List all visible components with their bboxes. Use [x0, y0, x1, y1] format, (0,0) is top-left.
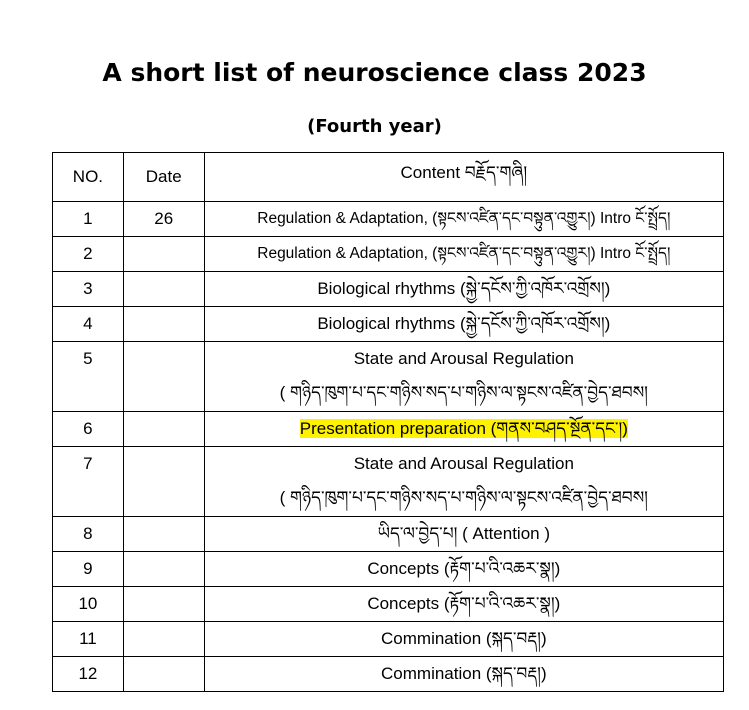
- row-content: [204, 342, 723, 412]
- row-date: [123, 517, 204, 552]
- row-date: [123, 272, 204, 307]
- row-no: 7: [53, 447, 124, 517]
- row-no: 2: [53, 237, 124, 272]
- row-content: [204, 447, 723, 517]
- row-no: 3: [53, 272, 124, 307]
- table-row: [53, 517, 724, 552]
- table-row: [53, 342, 724, 412]
- header-no: NO.: [53, 153, 124, 202]
- row-content: ཡིད་ལ་བྱེད་པ། ( Attention ): [204, 517, 723, 552]
- row-content-line2: ( གཉིད་ཁུག་པ་དང་གཉིས་སད་པ་གཉིས་ལ་སྟངས་འཛིན་བྱེད་ཐབས།: [279, 488, 648, 507]
- row-content: Regulation & Adaptation, (སྟངས་འཛིན་དང་བསྟུན་འགྱུར།) Intro ངོ་སྤྲོད།: [204, 202, 723, 237]
- class-schedule-table: [52, 152, 724, 692]
- row-no: 1: [53, 202, 124, 237]
- row-no: 8: [53, 517, 124, 552]
- row-content: Regulation & Adaptation, (སྟངས་འཛིན་དང་བསྟུན་འགྱུར།) Intro ངོ་སྤྲོད།: [204, 237, 723, 272]
- highlighted-text: Presentation preparation (གནས་བཤད་སྔོན་དང་།): [299, 419, 628, 438]
- row-date: [123, 307, 204, 342]
- row-content-line2: ( གཉིད་ཁུག་པ་དང་གཉིས་སད་པ་གཉིས་ལ་སྟངས་འཛིན་བྱེད་ཐབས།: [279, 383, 648, 402]
- row-date: [123, 342, 204, 412]
- page-title: A short list of neuroscience class 2023: [102, 58, 647, 87]
- row-date: [123, 587, 204, 622]
- subtitle-text: (Fourth year): [307, 116, 442, 137]
- row-no: 10: [53, 587, 124, 622]
- row-no: 6: [53, 412, 124, 447]
- row-content: Biological rhythms (སྐྱེ་དངོས་ཀྱི་འཁོར་འགྲོས།): [204, 307, 723, 342]
- table-header-row: [53, 153, 724, 202]
- table-row: [53, 447, 724, 517]
- row-content: Concepts (རྟོག་པ་འི་འཆར་སྣ།): [204, 552, 723, 587]
- row-no: 11: [53, 622, 124, 657]
- row-content: Concepts (རྟོག་པ་འི་འཆར་སྣ།): [204, 587, 723, 622]
- row-no: 12: [53, 657, 124, 692]
- table-row: [53, 622, 724, 657]
- row-no: 4: [53, 307, 124, 342]
- table-row: [53, 237, 724, 272]
- table-row: [53, 587, 724, 622]
- row-content-line1: State and Arousal Regulation: [353, 454, 574, 473]
- table-row: [53, 272, 724, 307]
- header-content: Content བརྗོད་གཞི།: [204, 153, 723, 202]
- row-content: Commination (སྐད་བརྡ།): [204, 657, 723, 692]
- row-date: 26: [123, 202, 204, 237]
- row-date: [123, 622, 204, 657]
- row-no: 5: [53, 342, 124, 412]
- row-content: Commination (སྐད་བརྡ།): [204, 622, 723, 657]
- page-subtitle: [0, 116, 749, 137]
- row-date: [123, 447, 204, 517]
- row-date: [123, 412, 204, 447]
- row-content-line1: State and Arousal Regulation: [353, 349, 574, 368]
- table-row: [53, 202, 724, 237]
- table-row: [53, 307, 724, 342]
- row-no: 9: [53, 552, 124, 587]
- row-content: [204, 412, 723, 447]
- table-row: [53, 657, 724, 692]
- table-row: [53, 412, 724, 447]
- row-date: [123, 237, 204, 272]
- header-date: Date: [123, 153, 204, 202]
- row-content: Biological rhythms (སྐྱེ་དངོས་ཀྱི་འཁོར་འགྲོས།): [204, 272, 723, 307]
- row-date: [123, 552, 204, 587]
- row-date: [123, 657, 204, 692]
- table-row: [53, 552, 724, 587]
